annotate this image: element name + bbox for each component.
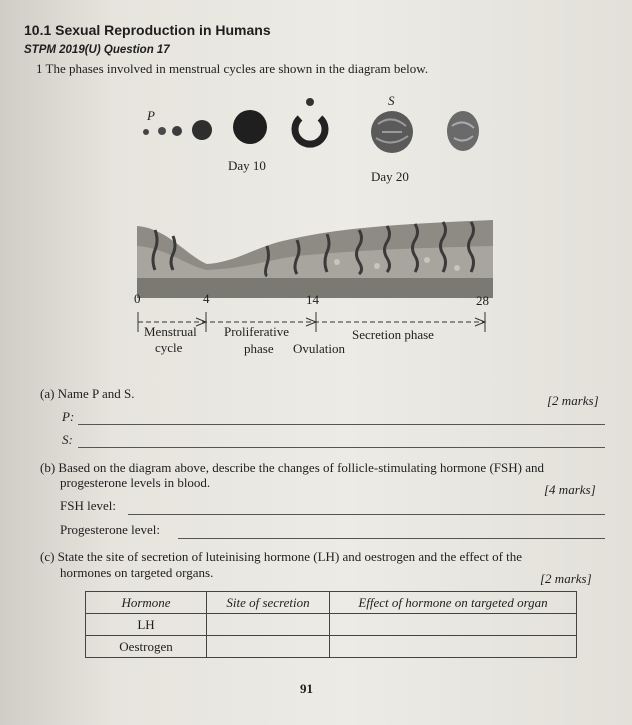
label-s: S [388, 93, 395, 108]
table-row [86, 614, 577, 636]
ruptured-follicle [295, 118, 325, 144]
question-intro: 1 The phases involved in menstrual cycles are shown in the diagram below. [36, 61, 429, 76]
tick-label-0: 0 [134, 291, 141, 306]
part-b-question-line2: progesterone levels in blood. [60, 475, 211, 490]
answer-line-progesterone[interactable] [178, 538, 605, 539]
released-ovum [306, 98, 314, 106]
tick-label-28: 28 [476, 293, 489, 308]
table-row [86, 636, 577, 658]
cell-oestrogen-effect[interactable] [330, 636, 577, 658]
answer-line-s[interactable] [78, 447, 605, 448]
cell-lh-effect[interactable] [330, 614, 577, 636]
topic-title: 10.1 Sexual Reproduction in Humans [24, 22, 271, 38]
phase-proliferative-line2: phase [244, 341, 274, 356]
follicle-4 [192, 120, 212, 140]
follicle-3 [172, 126, 182, 136]
hormone-table [85, 591, 577, 658]
part-a-question: (a) Name P and S. [40, 386, 135, 401]
header-effect: Effect of hormone on targeted organ [330, 592, 577, 614]
label-day10: Day 10 [228, 158, 266, 173]
part-c-question-line1: (c) State the site of secretion of luteinising hormone (LH) and oestrogen and the effect of the [40, 549, 523, 564]
endometrium-diagram [137, 216, 493, 298]
header-site: Site of secretion [207, 592, 330, 614]
phase-menstrual-line2: cycle [155, 340, 183, 355]
phase-menstrual-line1: Menstrual [144, 324, 197, 339]
graafian-follicle [233, 110, 267, 144]
page-number: 91 [300, 681, 313, 696]
fsh-level-label: FSH level: [60, 498, 116, 513]
answer-line-fsh[interactable] [128, 514, 605, 515]
phase-proliferative-line1: Proliferative [224, 324, 289, 339]
table-header-row [86, 592, 577, 614]
part-b-marks: [4 marks] [544, 482, 596, 497]
question-reference: STPM 2019(U) Question 17 [24, 44, 170, 56]
part-c-marks: [2 marks] [540, 571, 592, 586]
answer-line-p[interactable] [78, 424, 605, 425]
cell-hormone-lh: LH [86, 614, 207, 636]
part-b-question-line1: (b) Based on the diagram above, describe the changes of follicle-stimulating hormone (FSH) and [40, 460, 544, 475]
phase-secretion: Secretion phase [352, 327, 434, 342]
cell-oestrogen-site[interactable] [207, 636, 330, 658]
corpus-albicans [447, 111, 479, 151]
header-hormone: Hormone [86, 592, 207, 614]
part-a-marks: [2 marks] [547, 393, 599, 408]
answer-label-p: P: [62, 409, 75, 424]
ovulation-label: Ovulation [293, 341, 345, 356]
oocyte-1 [143, 129, 149, 135]
label-day20: Day 20 [371, 169, 409, 184]
cell-hormone-oestrogen: Oestrogen [86, 636, 207, 658]
label-p: P [147, 108, 155, 123]
follicle-2 [158, 127, 166, 135]
progesterone-level-label: Progesterone level: [60, 522, 160, 537]
part-c-question-line2: hormones on targeted organs. [60, 565, 214, 580]
follicle-development-diagram [130, 88, 500, 166]
tick-label-4: 4 [203, 291, 210, 306]
answer-label-s: S: [62, 432, 73, 447]
cell-lh-site[interactable] [207, 614, 330, 636]
tick-label-14: 14 [306, 292, 319, 307]
